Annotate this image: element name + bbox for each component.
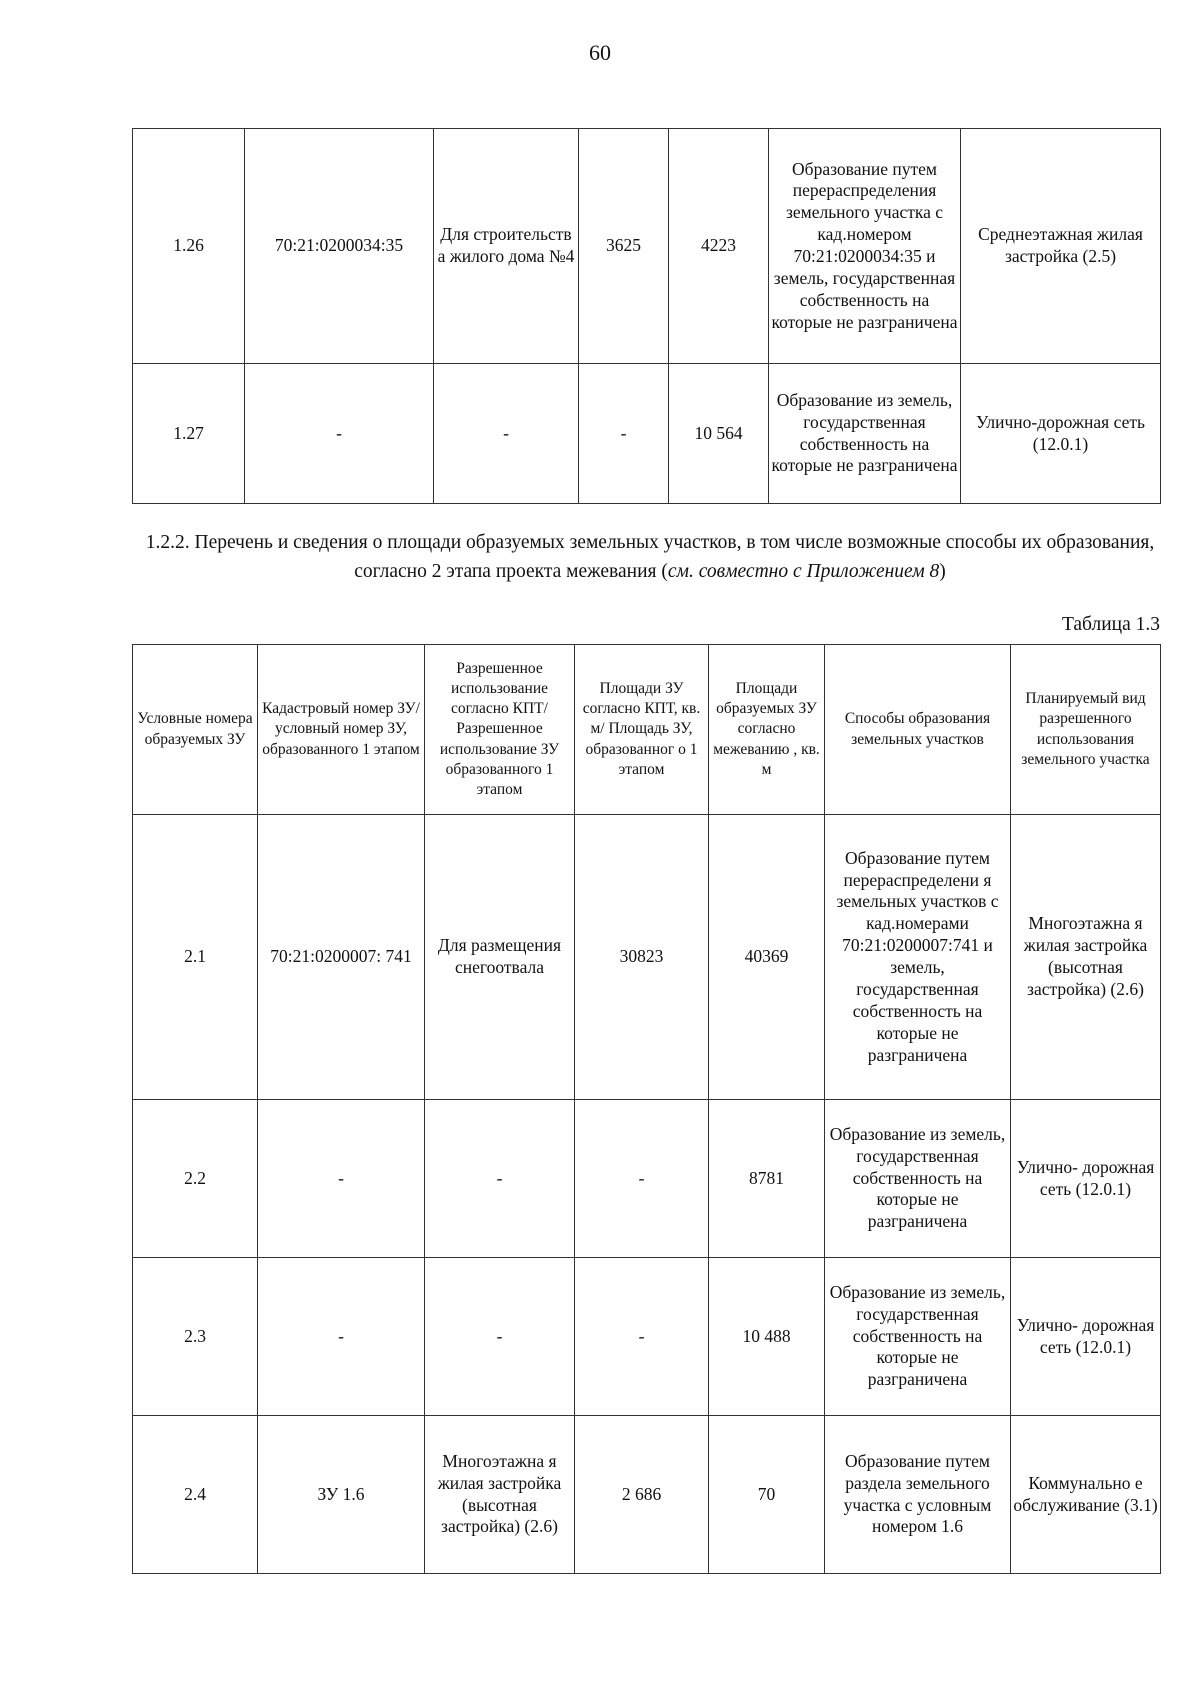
plot-number-cell: 2.4 <box>133 1416 258 1574</box>
area-kpt-cell: - <box>575 1258 709 1416</box>
land-plots-table-stage2 <box>132 644 1161 1574</box>
permitted-use-cell: Для строительств а жилого дома №4 <box>434 129 579 364</box>
planned-use-cell: Среднеэтажная жилая застройка (2.5) <box>961 129 1161 364</box>
permitted-use-cell: - <box>425 1100 575 1258</box>
header-area-survey: Площади образуемых ЗУ согласно межеванию , кв. м <box>709 645 825 815</box>
cadastral-number-cell: - <box>258 1100 425 1258</box>
planned-use-cell: Улично- дорожная сеть (12.0.1) <box>1011 1100 1161 1258</box>
header-area-kpt: Площади ЗУ согласно КПТ, кв. м/ Площадь ЗУ, образованног о 1 этапом <box>575 645 709 815</box>
formation-method-cell: Образование из земель, государственная собственность на которые не разграничена <box>769 364 961 504</box>
table-row <box>133 815 1161 1100</box>
area-survey-cell: 40369 <box>709 815 825 1100</box>
area-survey-cell: 10 488 <box>709 1258 825 1416</box>
table-row <box>133 1100 1161 1258</box>
table-header-row <box>133 645 1161 815</box>
area-kpt-cell: 3625 <box>579 129 669 364</box>
cadastral-number-cell: 70:21:0200007: 741 <box>258 815 425 1100</box>
plot-number-cell: 2.3 <box>133 1258 258 1416</box>
cadastral-number-cell: ЗУ 1.6 <box>258 1416 425 1574</box>
permitted-use-cell: - <box>434 364 579 504</box>
plot-number-cell: 1.27 <box>133 364 245 504</box>
area-survey-cell: 10 564 <box>669 364 769 504</box>
formation-method-cell: Образование путем перераспределения земельного участка с кад.номером 70:21:0200034:35 и земель, государственная собственность на которые не разграничена <box>769 129 961 364</box>
area-survey-cell: 70 <box>709 1416 825 1574</box>
plot-number-cell: 2.2 <box>133 1100 258 1258</box>
planned-use-cell: Улично- дорожная сеть (12.0.1) <box>1011 1258 1161 1416</box>
area-kpt-cell: 2 686 <box>575 1416 709 1574</box>
area-kpt-cell: - <box>575 1100 709 1258</box>
table-row <box>133 1416 1161 1574</box>
plot-number-cell: 2.1 <box>133 815 258 1100</box>
formation-method-cell: Образование путем перераспределени я земельных участков с кад.номерами 70:21:0200007:741 и земель, государственная собственность на которые не разграничена <box>825 815 1011 1100</box>
table-caption: Таблица 1.3 <box>1061 614 1160 635</box>
table-row <box>133 364 1161 504</box>
area-kpt-cell: - <box>579 364 669 504</box>
planned-use-cell: Коммунально е обслуживание (3.1) <box>1011 1416 1161 1574</box>
planned-use-cell: Многоэтажна я жилая застройка (высотная застройка) (2.6) <box>1011 815 1161 1100</box>
plot-number-cell: 1.26 <box>133 129 245 364</box>
land-plots-table-stage1-continued <box>132 128 1161 504</box>
table-row <box>133 129 1161 364</box>
formation-method-cell: Образование из земель, государственная собственность на которые не разграничена <box>825 1258 1011 1416</box>
section-heading-text: 1.2.2. Перечень и сведения о площади образуемых земельных участков, в том числе возможные способы их образования, согласно 2 этапа проекта межевания ( <box>145 532 1155 583</box>
planned-use-cell: Улично-дорожная сеть (12.0.1) <box>961 364 1161 504</box>
header-formation-method: Способы образования земельных участков <box>825 645 1011 815</box>
cadastral-number-cell: - <box>258 1258 425 1416</box>
cadastral-number-cell: 70:21:0200034:35 <box>245 129 434 364</box>
header-plot-number: Условные номера образуемых ЗУ <box>133 645 258 815</box>
formation-method-cell: Образование путем раздела земельного участка с условным номером 1.6 <box>825 1416 1011 1574</box>
appendix-reference: см. совместно с Приложением 8 <box>667 561 940 583</box>
formation-method-cell: Образование из земель, государственная собственность на которые не разграничена <box>825 1100 1011 1258</box>
table-row <box>133 1258 1161 1416</box>
permitted-use-cell: - <box>425 1258 575 1416</box>
area-kpt-cell: 30823 <box>575 815 709 1100</box>
header-permitted-use: Разрешенное использование согласно КПТ/ Разрешенное использование ЗУ образованного 1 этапом <box>425 645 575 815</box>
area-survey-cell: 4223 <box>669 129 769 364</box>
page-number: 60 <box>589 40 611 65</box>
area-survey-cell: 8781 <box>709 1100 825 1258</box>
cadastral-number-cell: - <box>245 364 434 504</box>
header-cadastral-number: Кадастровый номер ЗУ/ условный номер ЗУ, образованного 1 этапом <box>258 645 425 815</box>
permitted-use-cell: Для размещения снегоотвала <box>425 815 575 1100</box>
section-heading <box>140 528 1160 587</box>
header-planned-use: Планируемый вид разрешенного использования земельного участка <box>1011 645 1161 815</box>
section-heading-closing: ) <box>939 561 946 583</box>
permitted-use-cell: Многоэтажна я жилая застройка (высотная застройка) (2.6) <box>425 1416 575 1574</box>
